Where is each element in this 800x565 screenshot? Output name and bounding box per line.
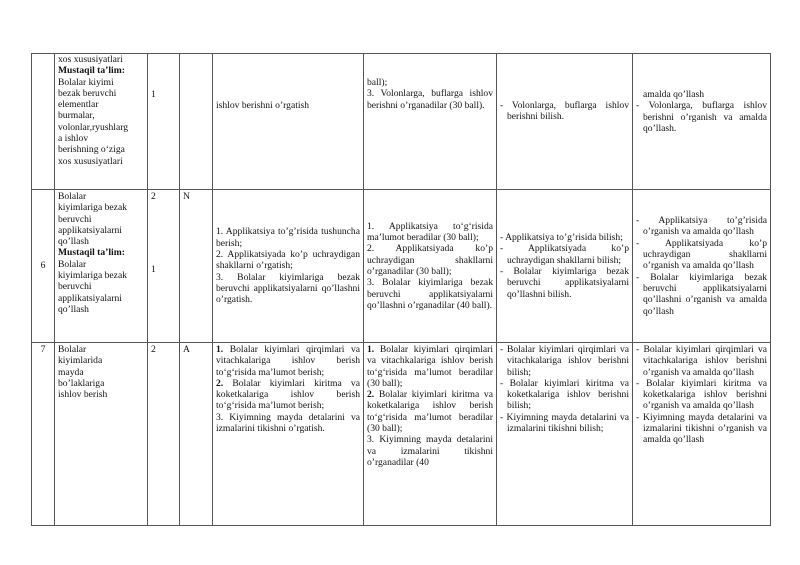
result-cell: - Volonlarga, buflarga ishlov berishni bilish.	[497, 54, 633, 190]
type-cell	[180, 54, 213, 190]
row-number: 6	[32, 190, 55, 343]
hours-cell: 1	[148, 54, 180, 190]
hours-cell: 2	[148, 343, 180, 526]
result-cell: - Bolalar kiyimlari qirqimlari va vitachkalariga ishlov berishni bilish; - Bolalar kiyimlari kiritma va koketkalariga ishlov berishni bilish; - Kiyimning mayda detalarini va izmalarini tikishni bilish;	[497, 343, 633, 526]
hours-cell: 2 1	[148, 190, 180, 343]
learning-cell: 1. Applikatsiya to‘g‘risida ma’lumot beradilar (30 ball); 2. Applikatsiyada ko’p uchraydigan shakllarni o’rganadilar (30 ball); 3. Bolalar kiyimlariga bezak beruvchi applikatsiyalarni qo’llashni o’rganadilar (40 ball).	[364, 190, 497, 343]
table-row	[32, 54, 771, 190]
table-row	[32, 343, 771, 526]
row-number	[32, 54, 55, 190]
topic-cell: Bolalar kiyimlarida mayda bo’laklariga ishlov berish	[55, 343, 148, 526]
competence-cell: - Bolalar kiyimlari qirqimlari va vitachkalariga ishlov berishni o’rganish va amalda qo’llash - Bolalar kiyimlari kiritma va koketkalariga ishlov berishni o’rganish va amalda qo’llash - Kiyimning mayda detalarini va izmalarini tikishni o’rganish va amalda qo’llash	[633, 343, 771, 526]
content-cell: ishlov berishni o’rgatish	[213, 54, 364, 190]
result-cell: - Applikatsiya to’g’risida bilish; - Applikatsiyada ko’p uchraydigan shakllarni bilish; - Bolalar kiyimlariga bezak beruvchi applikatsiyalarni qo’llashni bilish.	[497, 190, 633, 343]
curriculum-table	[31, 53, 771, 526]
topic-cell: Bolalar kiyimlariga bezak beruvchi applikatsiyalarni qo’llash Mustaqil ta’lim: Bolalar kiyimlariga bezak beruvchi applikatsiyalarni qo’llash	[55, 190, 148, 343]
type-cell: A	[180, 343, 213, 526]
learning-cell: ball); 3. Volonlarga, buflarga ishlov berishni o’rganadilar (30 ball).	[364, 54, 497, 190]
competence-cell: - Applikatsiya to’g’risida o’rganish va amalda qo’llash - Applikatsiyada ko’p uchraydigan shakllarni o’rganish va amalda qo’llash - Bolalar kiyimlariga bezak beruvchi applikatsiyalarni qo’llashni o’rganish va amalda qo’llash	[633, 190, 771, 343]
table-row	[32, 190, 771, 343]
competence-cell: amalda qo’llash - Volonlarga, buflarga ishlov berishni o’rganish va amalda qo’llash.	[633, 54, 771, 190]
row-number: 7	[32, 343, 55, 526]
learning-cell: 1. Bolalar kiyimlari qirqimlari va vitachkalariga ishlov berish to‘g‘risida ma’lumot beradilar (30 ball); 2. Bolalar kiyimlari kiritma va koketkalariga ishlov berish to‘g‘risida ma’lumot beradilar (30 ball); 3. Kiyimning mayda detalarini va izmalarini tikishni o’rganadilar (40	[364, 343, 497, 526]
content-cell: 1. Bolalar kiyimlari qirqimlari va vitachkalariga ishlov berish to‘g‘risida ma’lumot berish; 2. Bolalar kiyimlari kiritma va koketkalariga ishlov berish to‘g‘risida ma’lumot berish; 3. Kiyimning mayda detalarini va izmalarini tikishni o’rgatish.	[213, 343, 364, 526]
topic-cell: xos xususiyatlari Mustaqil ta’lim: Bolalar kiyimi bezak beruvchi elementlar burmalar, volonlar,ryushlarg a ishlov berishning o‘ziga xos xususiyatlari	[55, 54, 148, 190]
type-cell: N	[180, 190, 213, 343]
content-cell: 1. Applikatsiya to’g’risida tushuncha berish; 2. Applikatsiyada ko’p uchraydigan shakllarni o’rgatish; 3. Bolalar kiyimlariga bezak beruvchi applikatsiyalarni qo’llashni o’rgatish.	[213, 190, 364, 343]
